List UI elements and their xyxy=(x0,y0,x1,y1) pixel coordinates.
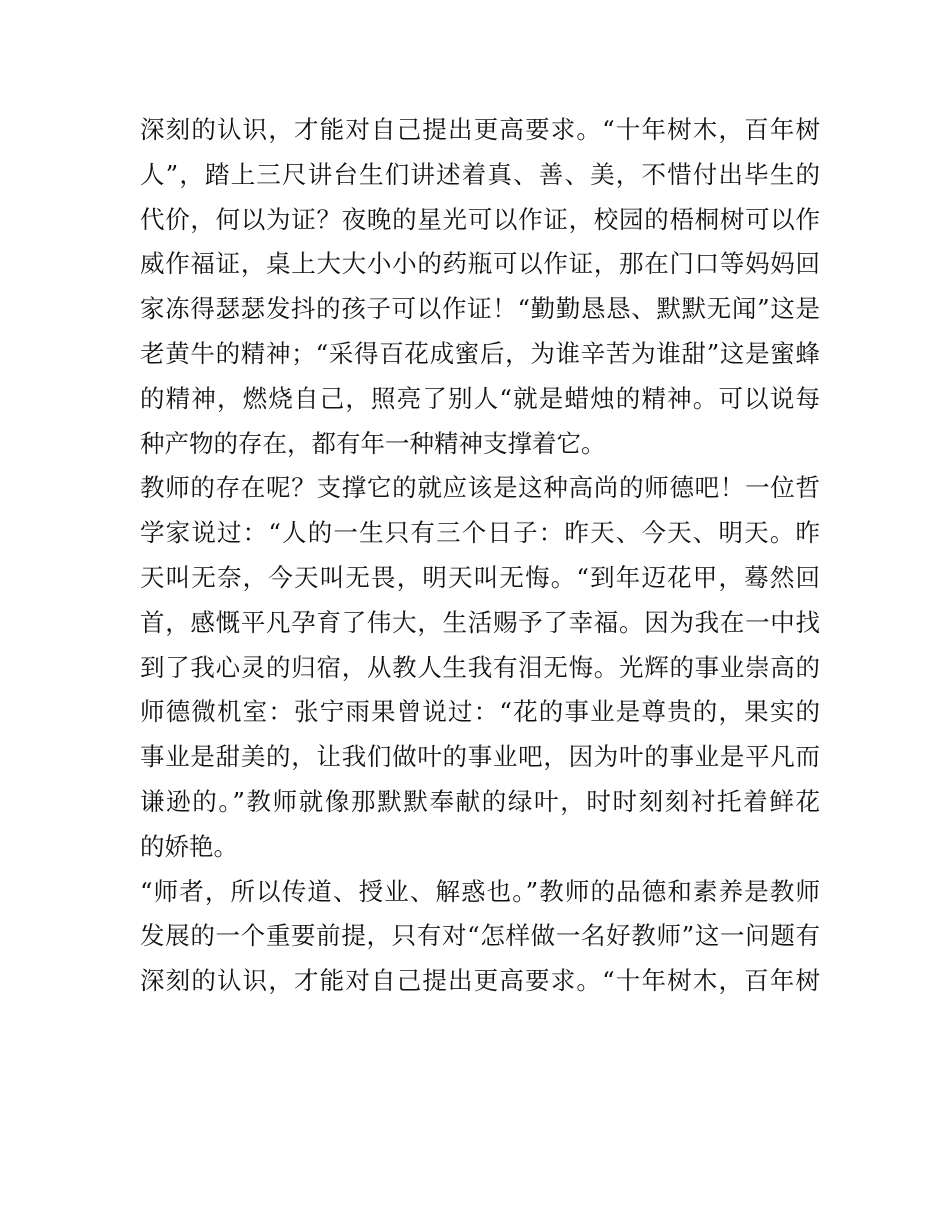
body-text xyxy=(140,108,820,1004)
text-line: 教师的存在呢？支撑它的就应该是这种高尚的师德吧！一位哲 xyxy=(140,473,820,503)
text-line: 的精神，燃烧自己，照亮了别人“就是蜡烛的精神。可以说每 xyxy=(140,383,820,413)
text-line: 人”，踏上三尺讲台生们讲述着真、善、美，不惜付出毕生的 xyxy=(140,159,820,189)
text-line: 威作福证，桌上大大小小的药瓶可以作证，那在门口等妈妈回 xyxy=(140,249,820,279)
text-line: 深刻的认识，才能对自己提出更高要求。“十年树木，百年树 xyxy=(140,115,820,144)
text-line: 的娇艳。 xyxy=(140,831,238,861)
text-line: “师者，所以传道、授业、解惑也。”教师的品德和素养是教师 xyxy=(140,876,820,906)
text-line: 家冻得瑟瑟发抖的孩子可以作证！“勤勤恳恳、默默无闻”这是 xyxy=(140,294,820,324)
text-line: 谦逊的。”教师就像那默默奉献的绿叶，时时刻刻衬托着鲜花 xyxy=(140,786,820,816)
text-line: 老黄牛的精神；“采得百花成蜜后，为谁辛苦为谁甜”这是蜜蜂 xyxy=(140,338,820,368)
text-line: 代价，何以为证？夜晚的星光可以作证，校园的梧桐树可以作 xyxy=(140,204,820,234)
text-line: 学家说过：“人的一生只有三个日子：昨天、今天、明天。昨 xyxy=(140,518,820,548)
text-line: 师德微机室：张宁雨果曾说过：“花的事业是尊贵的，果实的 xyxy=(140,697,820,727)
text-line: 首，感慨平凡孕育了伟大，生活赐予了幸福。因为我在一中找 xyxy=(140,607,820,637)
text-line: 事业是甜美的，让我们做叶的事业吧，因为叶的事业是平凡而 xyxy=(140,742,820,772)
text-line: 种产物的存在，都有年一种精神支撑着它。 xyxy=(140,428,606,458)
text-line: 到了我心灵的归宿，从教人生我有泪无悔。光辉的事业崇高的 xyxy=(140,652,820,682)
text-line: 天叫无奈，今天叫无畏，明天叫无悔。“到年迈花甲，蓦然回 xyxy=(140,562,820,592)
text-line: 深刻的认识，才能对自己提出更高要求。“十年树木，百年树 xyxy=(140,966,820,996)
text-line: 发展的一个重要前提，只有对“怎样做一名好教师”这一问题有 xyxy=(140,921,820,951)
